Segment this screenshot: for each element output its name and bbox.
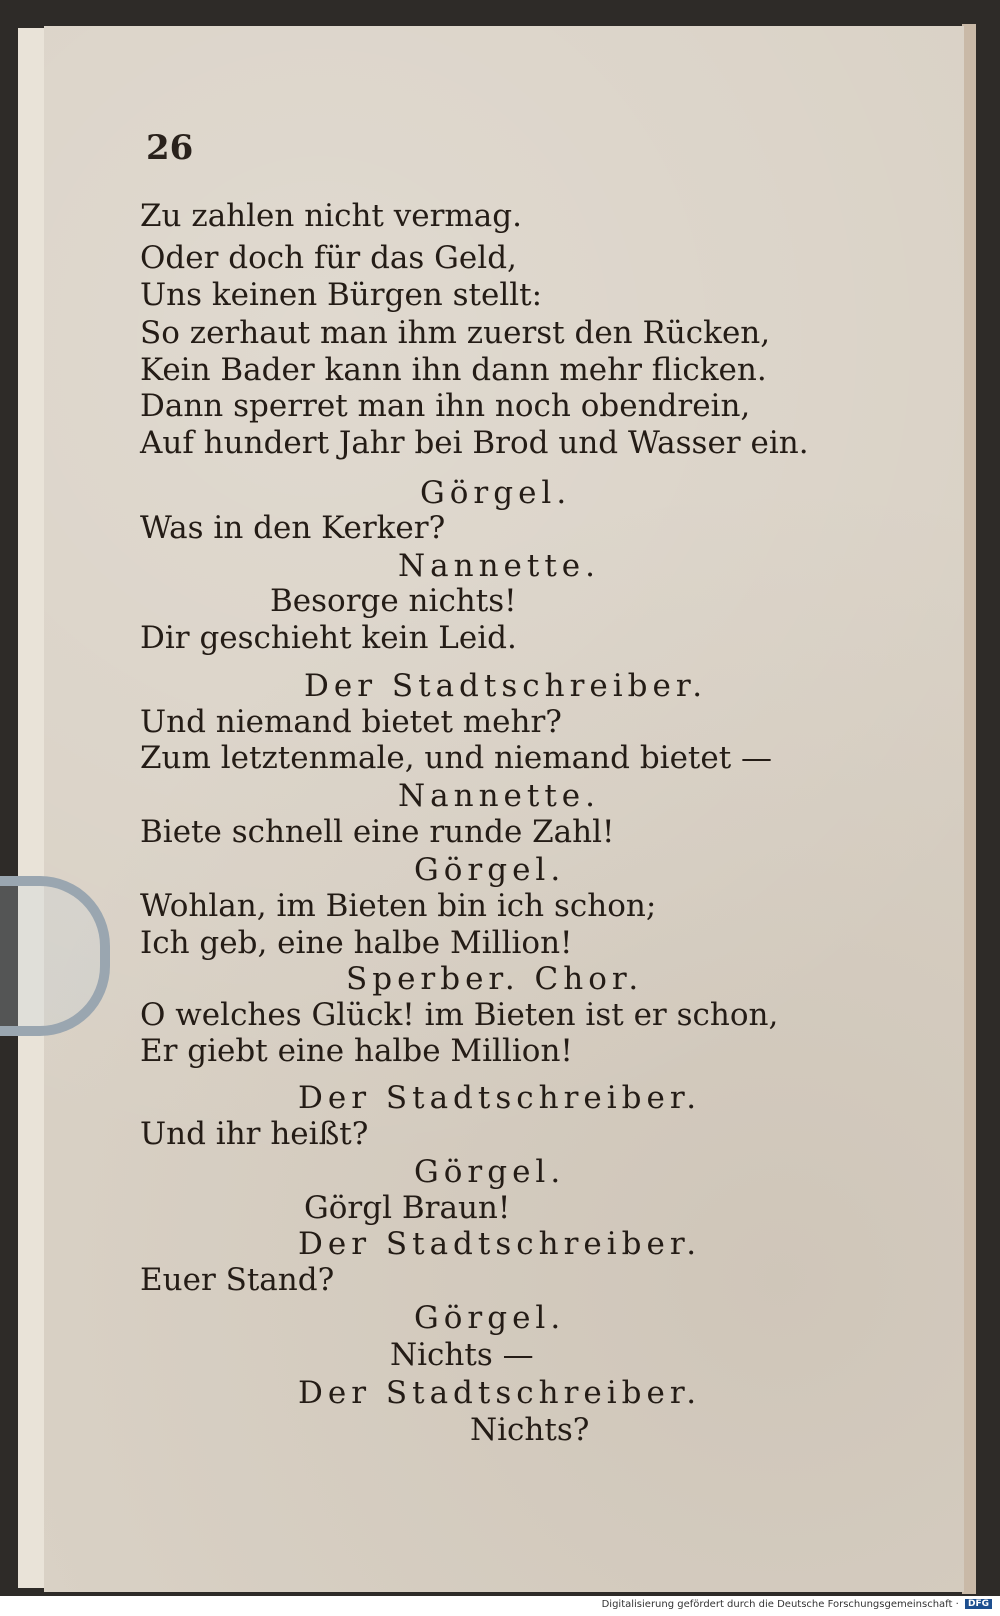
dialogue-line: Wohlan, im Bieten bin ich schon; [140,888,657,924]
speaker-name: Görgel. [414,1154,566,1190]
dialogue-line: Besorge nichts! [270,583,517,619]
verse-line: So zerhaut man ihm zuerst den Rücken, [140,315,771,351]
speaker-name: Der Stadtschreiber. [298,1080,702,1116]
verse-line: Auf hundert Jahr bei Brod und Wasser ein. [140,425,809,461]
dfg-logo: DFG [965,1599,992,1609]
dialogue-line: Nichts? [470,1412,590,1448]
speaker-name: Sperber. Chor. [346,961,644,997]
dialogue-line: Und niemand bietet mehr? [140,704,562,740]
credit-text: Digitalisierung gefördert durch die Deutsche Forschungsgemeinschaft [601,1599,953,1610]
dialogue-line: Nichts — [390,1337,534,1373]
speaker-name: Görgel. [420,475,572,511]
speaker-name: Nannette. [398,778,600,814]
dialogue-line: Was in den Kerker? [140,510,446,546]
dialogue-line: Görgl Braun! [304,1190,511,1226]
verse-line: Oder doch für das Geld, [140,240,517,276]
speaker-name: Görgel. [414,1300,566,1336]
speaker-name: Nannette. [398,548,600,584]
verse-line: Kein Bader kann ihn dann mehr flicken. [140,352,767,388]
page-number: 26 [146,128,194,168]
verse-line: Dann sperret man ihn noch obendrein, [140,388,751,424]
dialogue-line: Und ihr heißt? [140,1116,369,1152]
speaker-name: Der Stadtschreiber. [298,1226,702,1262]
speaker-name: Der Stadtschreiber. [298,1375,702,1411]
page-right-edge [962,24,976,1594]
dialogue-line: Zum letztenmale, und niemand bietet — [140,740,773,776]
verse-line: Uns keinen Bürgen stellt: [140,277,543,313]
dialogue-line: Dir geschieht kein Leid. [140,620,517,656]
dialogue-line: Ich geb, eine halbe Million! [140,925,573,961]
dialogue-line: O welches Glück! im Bieten ist er schon, [140,997,779,1033]
verse-line: Zu zahlen nicht vermag. [140,198,522,234]
digitization-credit: Digitalisierung gefördert durch die Deutsche Forschungsgemeinschaft · DFG [602,1599,992,1610]
speaker-name: Görgel. [414,852,566,888]
dialogue-line: Euer Stand? [140,1262,335,1298]
speaker-name: Der Stadtschreiber. [304,668,708,704]
dialogue-line: Biete schnell eine runde Zahl! [140,814,615,850]
dialogue-line: Er giebt eine halbe Million! [140,1033,573,1069]
